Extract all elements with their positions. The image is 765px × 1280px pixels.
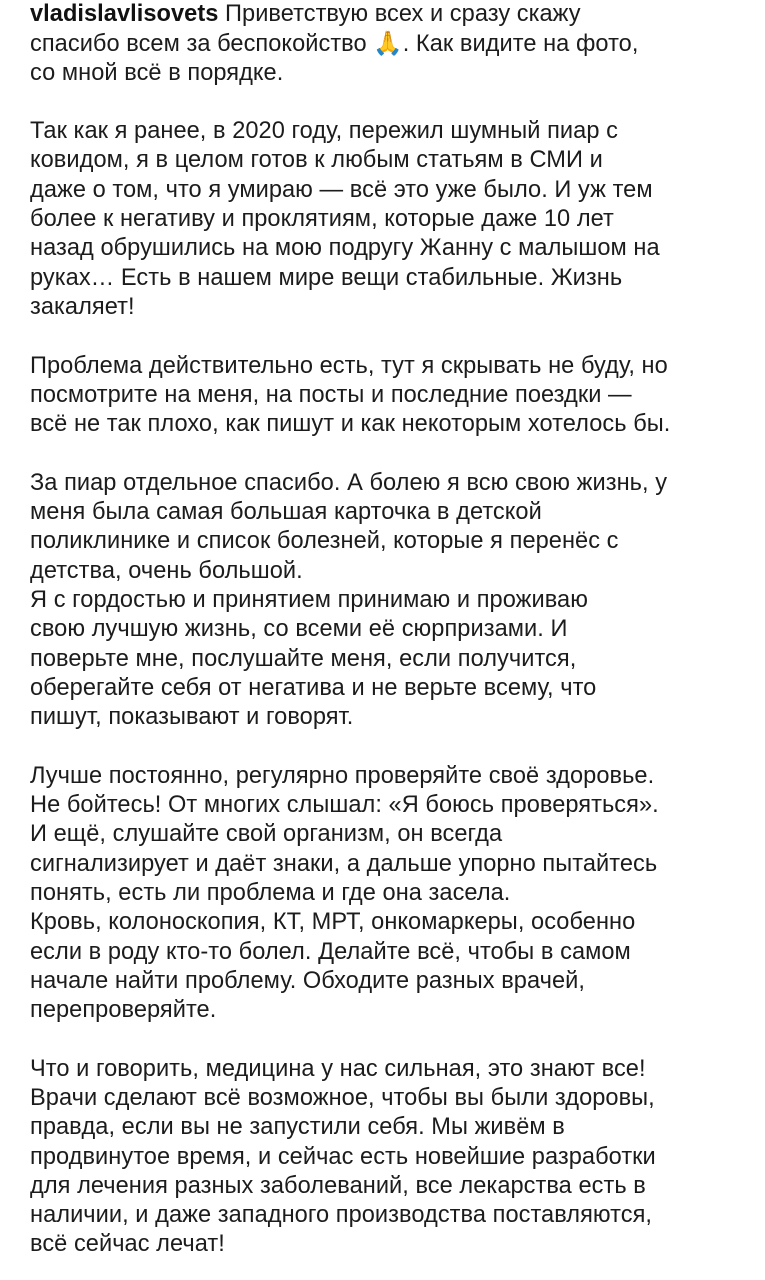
- paragraph-gap: [30, 88, 750, 117]
- caption-text: . Как видите на фото,: [402, 31, 639, 58]
- caption-line: Лучше постоянно, регулярно проверяйте своё здоровье.: [30, 762, 655, 789]
- caption-line: меня была самая большая карточка в детской: [30, 499, 542, 526]
- caption-line: Проблема действительно есть, тут я скрывать не буду, но: [30, 352, 668, 379]
- caption-line: руках… Есть в нашем мире вещи стабильные. Жизнь: [30, 264, 623, 291]
- caption-line: перепроверяйте.: [30, 997, 217, 1024]
- caption-line: со мной всё в порядке.: [30, 59, 284, 86]
- paragraph-gap: [30, 322, 750, 351]
- caption-line: За пиар отдельное спасибо. А болею я всю свою жизнь, у: [30, 469, 668, 496]
- caption-line: Врачи сделают всё возможное, чтобы вы были здоровы,: [30, 1084, 655, 1111]
- caption-line: ковидом, я в целом готов к любым статьям в СМИ и: [30, 147, 603, 174]
- caption-line: для лечения разных заболеваний, все лекарства есть в: [30, 1172, 646, 1199]
- caption-text: Приветствую всех и сразу скажу: [225, 1, 581, 27]
- caption-line: [30, 29, 750, 58]
- caption-line: И ещё, слушайте свой организм, он всегда: [30, 821, 503, 848]
- caption-line: наличии, и даже западного производства поставляются,: [30, 1202, 653, 1229]
- caption-line: закаляет!: [30, 293, 135, 320]
- caption-line: Я с гордостью и принятием принимаю и проживаю: [30, 586, 588, 613]
- caption-line: детства, очень большой.: [30, 557, 303, 584]
- caption-line: если в роду кто-то болел. Делайте всё, чтобы в самом: [30, 938, 631, 965]
- caption-line: пишут, показывают и говорят.: [30, 704, 354, 731]
- post-caption: [30, 0, 750, 1260]
- caption-text: спасибо всем за беспокойство: [30, 31, 367, 58]
- caption-line: посмотрите на меня, на посты и последние поездки —: [30, 381, 632, 408]
- username-link[interactable]: vladislavlisovets: [30, 1, 219, 27]
- caption-line: правда, если вы не запустили себя. Мы живём в: [30, 1114, 565, 1141]
- paragraph-gap: [30, 732, 750, 761]
- caption-line: Так как я ранее, в 2020 году, пережил шумный пиар с: [30, 118, 618, 145]
- caption-line: всё не так плохо, как пишут и как некоторым хотелось бы.: [30, 411, 671, 438]
- caption-line: Не бойтесь! От многих слышал: «Я боюсь проверяться».: [30, 792, 659, 819]
- paragraph-gap: [30, 439, 750, 468]
- caption-line: сигнализирует и даёт знаки, а дальше упорно пытайтесь: [30, 850, 658, 877]
- caption-line: понять, есть ли проблема и где она засела.: [30, 879, 511, 906]
- caption-line: назад обрушились на мою подругу Жанну с малышом на: [30, 235, 660, 262]
- caption-line: поликлинике и список болезней, которые я перенёс с: [30, 528, 619, 555]
- caption-line: начале найти проблему. Обходите разных врачей,: [30, 967, 585, 994]
- caption-line: [30, 0, 750, 29]
- caption-line: всё сейчас лечат!: [30, 1231, 225, 1258]
- caption-line: продвинутое время, и сейчас есть новейшие разработки: [30, 1143, 656, 1170]
- caption-line: более к негативу и проклятиям, которые даже 10 лет: [30, 206, 614, 233]
- caption-line: свою лучшую жизнь, со всеми её сюрпризами. И: [30, 616, 568, 643]
- praying-hands-emoji-icon: 🙏: [373, 29, 403, 58]
- caption-line: Кровь, колоноскопия, КТ, МРТ, онкомаркеры, особенно: [30, 909, 636, 936]
- caption-line: поверьте мне, послушайте меня, если получится,: [30, 645, 577, 672]
- paragraph-gap: [30, 1025, 750, 1054]
- caption-line: оберегайте себя от негатива и не верьте всему, что: [30, 674, 597, 701]
- caption-line: Что и говорить, медицина у нас сильная, это знают все!: [30, 1055, 646, 1082]
- caption-line: даже о том, что я умираю — всё это уже было. И уж тем: [30, 176, 653, 203]
